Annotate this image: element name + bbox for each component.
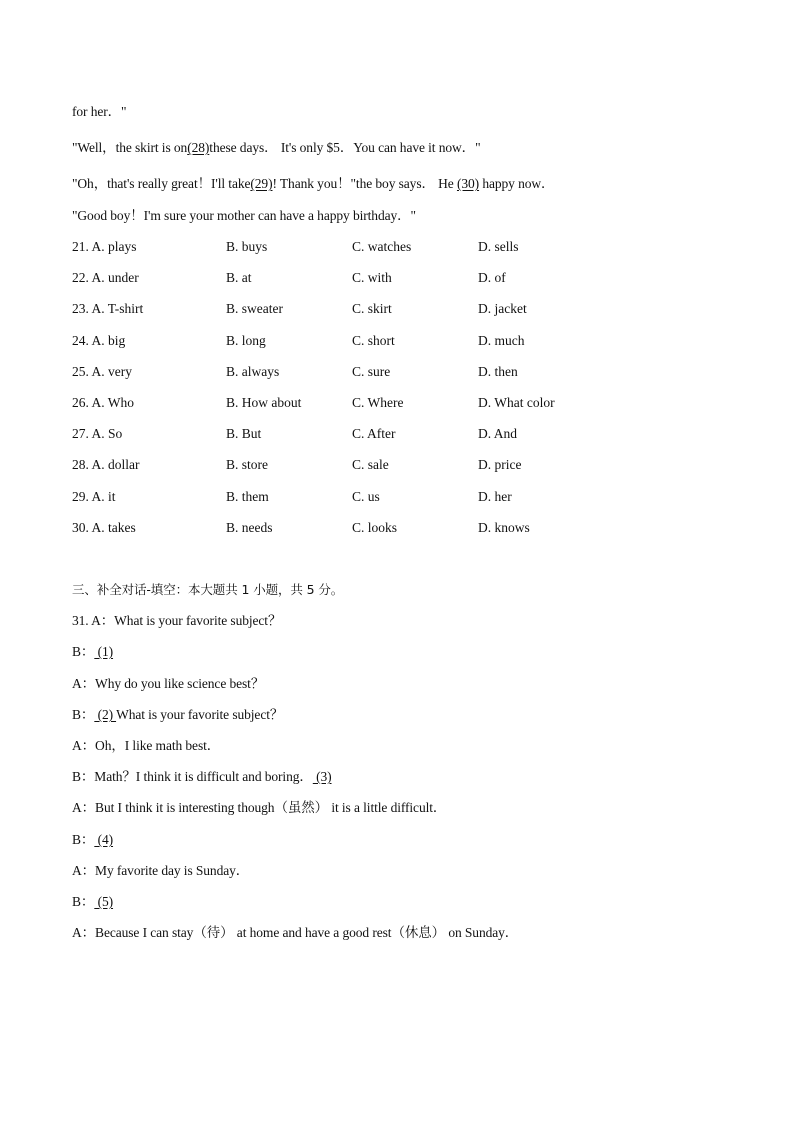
option-b[interactable]: B. long (226, 333, 266, 348)
dialogue-line-11 (72, 924, 518, 942)
dialogue-text: A：Because I can stay（待） at home and have a good rest（休息） on Sunday． (72, 925, 519, 940)
option-b[interactable]: B. sweater (226, 301, 283, 316)
dialogue-text: What is your favorite subject？ (116, 707, 284, 722)
option-d[interactable]: D. her (478, 489, 512, 504)
passage-text: "Well，the skirt is on (72, 140, 188, 155)
passage-text: ! Thank you！"the boy says． He (272, 176, 457, 191)
blank-4[interactable]: (4) (94, 832, 114, 847)
option-c[interactable]: C. watches (352, 239, 412, 254)
option-b[interactable]: B. store (226, 457, 268, 472)
option-c[interactable]: C. skirt (352, 301, 392, 316)
dialogue-line-1 (72, 612, 281, 630)
speaker-label: B： (72, 832, 95, 847)
dialogue-text: A：Oh，I like math best． (72, 738, 221, 753)
option-c[interactable]: C. sale (352, 457, 389, 472)
speaker-label: B： (72, 644, 95, 659)
dialogue-line-4 (72, 706, 283, 724)
passage-line-3 (72, 175, 554, 193)
option-d[interactable]: D. What color (478, 395, 555, 410)
dialogue-text: A：My favorite day is Sunday． (72, 863, 250, 878)
dialogue-text: B：Math？I think it is difficult and boring． (72, 769, 313, 784)
option-d[interactable]: D. of (478, 270, 506, 285)
passage-text: "Good boy！I'm sure your mother can have a happy birthday．" (72, 208, 416, 223)
option-d[interactable]: D. knows (478, 520, 530, 535)
option-a[interactable]: 26. A. Who (72, 395, 135, 410)
option-c[interactable]: C. us (352, 489, 380, 504)
option-a[interactable]: 22. A. under (72, 270, 139, 285)
dialogue-text: 31. A：What is your favorite subject？ (72, 613, 282, 628)
speaker-label: B： (72, 707, 95, 722)
speaker-label: B： (72, 894, 95, 909)
option-d[interactable]: D. jacket (478, 301, 527, 316)
section-3-title (72, 581, 343, 599)
option-d[interactable]: D. price (478, 457, 522, 472)
option-d[interactable]: D. And (478, 426, 518, 441)
option-c[interactable]: C. with (352, 270, 392, 285)
option-d[interactable]: D. sells (478, 239, 519, 254)
passage-text: these days． It's only $5．You can have it now．" (209, 140, 481, 155)
option-b[interactable]: B. How about (226, 395, 302, 410)
option-a[interactable]: 30. A. takes (72, 520, 136, 535)
option-a[interactable]: 24. A. big (72, 333, 126, 348)
option-c[interactable]: C. looks (352, 520, 398, 535)
dialogue-line-5 (72, 737, 220, 755)
option-a[interactable]: 29. A. it (72, 489, 116, 504)
dialogue-line-9 (72, 862, 249, 880)
option-b[interactable]: B. buys (226, 239, 268, 254)
dialogue-line-3 (72, 675, 264, 693)
option-a[interactable]: 21. A. plays (72, 239, 137, 254)
dialogue-text: A：But I think it is interesting though（虽然） it is a little difficult． (72, 800, 447, 815)
passage-text: "Oh，that's really great！I'll take (72, 176, 251, 191)
option-b[interactable]: B. them (226, 489, 269, 504)
option-b[interactable]: B. always (226, 364, 280, 379)
blank-30: (30) (456, 176, 480, 191)
blank-5[interactable]: (5) (94, 894, 114, 909)
option-d[interactable]: D. then (478, 364, 518, 379)
blank-3[interactable]: (3) (312, 769, 332, 784)
dialogue-line-7 (72, 799, 446, 817)
blank-2[interactable]: (2) (94, 707, 117, 722)
passage-line-1 (72, 103, 126, 121)
passage-text: for her．" (72, 104, 127, 119)
dialogue-line-6 (72, 768, 332, 786)
option-d[interactable]: D. much (478, 333, 525, 348)
option-b[interactable]: B. But (226, 426, 262, 441)
passage-line-4 (72, 207, 416, 225)
dialogue-line-2 (72, 643, 113, 661)
blank-29: (29) (250, 176, 273, 191)
dialogue-line-10 (72, 893, 113, 911)
option-b[interactable]: B. needs (226, 520, 273, 535)
option-c[interactable]: C. Where (352, 395, 404, 410)
option-c[interactable]: C. sure (352, 364, 391, 379)
passage-line-2 (72, 139, 481, 157)
option-a[interactable]: 28. A. dollar (72, 457, 140, 472)
dialogue-line-8 (72, 831, 113, 849)
blank-1[interactable]: (1) (94, 644, 114, 659)
option-c[interactable]: C. short (352, 333, 395, 348)
option-a[interactable]: 23. A. T-shirt (72, 301, 144, 316)
section-title-text: 三、补全对话-填空：本大题共 1 小题，共 5 分。 (72, 582, 344, 597)
passage-text: happy now． (479, 176, 555, 191)
option-c[interactable]: C. After (352, 426, 396, 441)
option-b[interactable]: B. at (226, 270, 252, 285)
option-a[interactable]: 27. A. So (72, 426, 123, 441)
option-a[interactable]: 25. A. very (72, 364, 132, 379)
dialogue-text: A：Why do you like science best？ (72, 676, 265, 691)
blank-28: (28) (187, 140, 210, 155)
